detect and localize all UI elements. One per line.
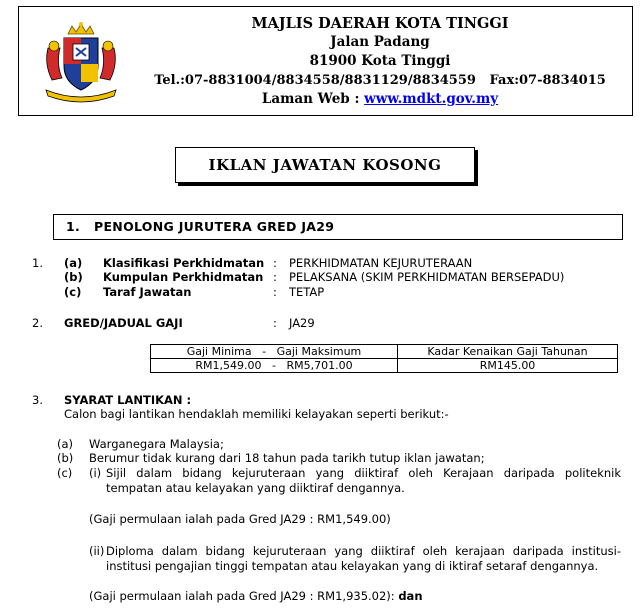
website-label: Laman Web : <box>261 91 360 107</box>
letterhead-text <box>140 14 620 109</box>
requirement-letter-c: (c) <box>57 466 73 480</box>
salary-range-value: RM1,549.00 - RM5,701.00 <box>151 359 398 373</box>
salary-table-row <box>151 359 618 373</box>
section-1-colon-a: : <box>273 256 277 270</box>
salary-header-range: Gaji Minima - Gaji Maksimum <box>151 345 398 359</box>
section-1-colon-b: : <box>273 270 277 284</box>
section-2-value: JA29 <box>289 316 315 330</box>
requirement-text-c-ii: Diploma dalam bidang kejuruteraan yang diiktiraf oleh kerajaan daripada institusi-institusi pengajian tinggi tempatan atau kelayakan yang di iktiraf setaraf dengannya. <box>106 544 621 573</box>
salary-increment-value: RM145.00 <box>398 359 618 373</box>
section-2-number: 2. <box>32 316 43 330</box>
section-2-colon: : <box>273 316 277 330</box>
section-1-value-c: TETAP <box>289 285 325 299</box>
requirement-text-a: Warganegara Malaysia; <box>89 437 224 451</box>
salary-note-1: (Gaji permulaan ialah pada Gred JA29 : RM1,549.00) <box>89 512 391 526</box>
salary-table-header-row <box>151 345 618 359</box>
requirement-sub-ii: (ii) <box>89 544 105 558</box>
section-1-value-b: PELAKSANA (SKIM PERKHIDMATAN BERSEPADU) <box>289 270 565 284</box>
salary-note-2 <box>89 589 423 603</box>
section-1-colon-c: : <box>273 285 277 299</box>
salary-note-2-text: (Gaji permulaan ialah pada Gred JA29 : RM1,935.02): <box>89 589 395 603</box>
requirement-sub-i: (i) <box>89 466 102 480</box>
section-3-intro: Calon bagi lantikan hendaklah memiliki kelayakan seperti berikut:- <box>64 407 449 421</box>
section-3-heading: SYARAT LANTIKAN : <box>64 393 192 407</box>
requirement-text-b: Berumur tidak kurang dari 18 tahun pada tarikh tutup iklan jawatan; <box>89 451 485 465</box>
address-line-1: Jalan Padang <box>330 34 430 50</box>
website-line <box>140 90 620 109</box>
address-line-2: 81900 Kota Tinggi <box>309 53 451 69</box>
org-name: MAJLIS DAERAH KOTA TINGGI <box>251 15 509 32</box>
website-link[interactable]: www.mdkt.gov.my <box>364 91 499 107</box>
requirement-letter-b: (b) <box>57 451 74 465</box>
requirement-text-c-i: Sijil dalam bidang kejuruteraan yang diiktiraf oleh Kerajaan daripada politeknik tempatan atau kelayakan yang diiktiraf dengannya. <box>106 466 621 495</box>
salary-note-2-conjunction: dan <box>398 589 423 603</box>
requirement-letter-a: (a) <box>57 437 74 451</box>
section-1-label-c: Taraf Jawatan <box>103 285 192 299</box>
section-2-label: GRED/JADUAL GAJI <box>64 316 183 330</box>
page-title: IKLAN JAWATAN KOSONG <box>175 147 475 183</box>
section-1-letter-a: (a) <box>64 256 83 270</box>
section-1-label-b: Kumpulan Perkhidmatan <box>103 270 264 284</box>
section-3-number: 3. <box>32 393 43 407</box>
section-1-letter-c: (c) <box>64 285 82 299</box>
section-1-number: 1. <box>32 256 43 270</box>
section-1-label-a: Klasifikasi Perkhidmatan <box>103 256 265 270</box>
section-1-letter-b: (b) <box>64 270 83 284</box>
salary-header-increment: Kadar Kenaikan Gaji Tahunan <box>398 345 618 359</box>
crest-logo <box>38 20 124 106</box>
salary-table <box>150 344 618 373</box>
position-title: 1. PENOLONG JURUTERA GRED JA29 <box>53 214 623 240</box>
section-1-value-a: PERKHIDMATAN KEJURUTERAAN <box>289 256 473 270</box>
phone-fax: Tel.:07-8831004/8834558/8831129/8834559 Fax:07-8834015 <box>154 73 606 88</box>
